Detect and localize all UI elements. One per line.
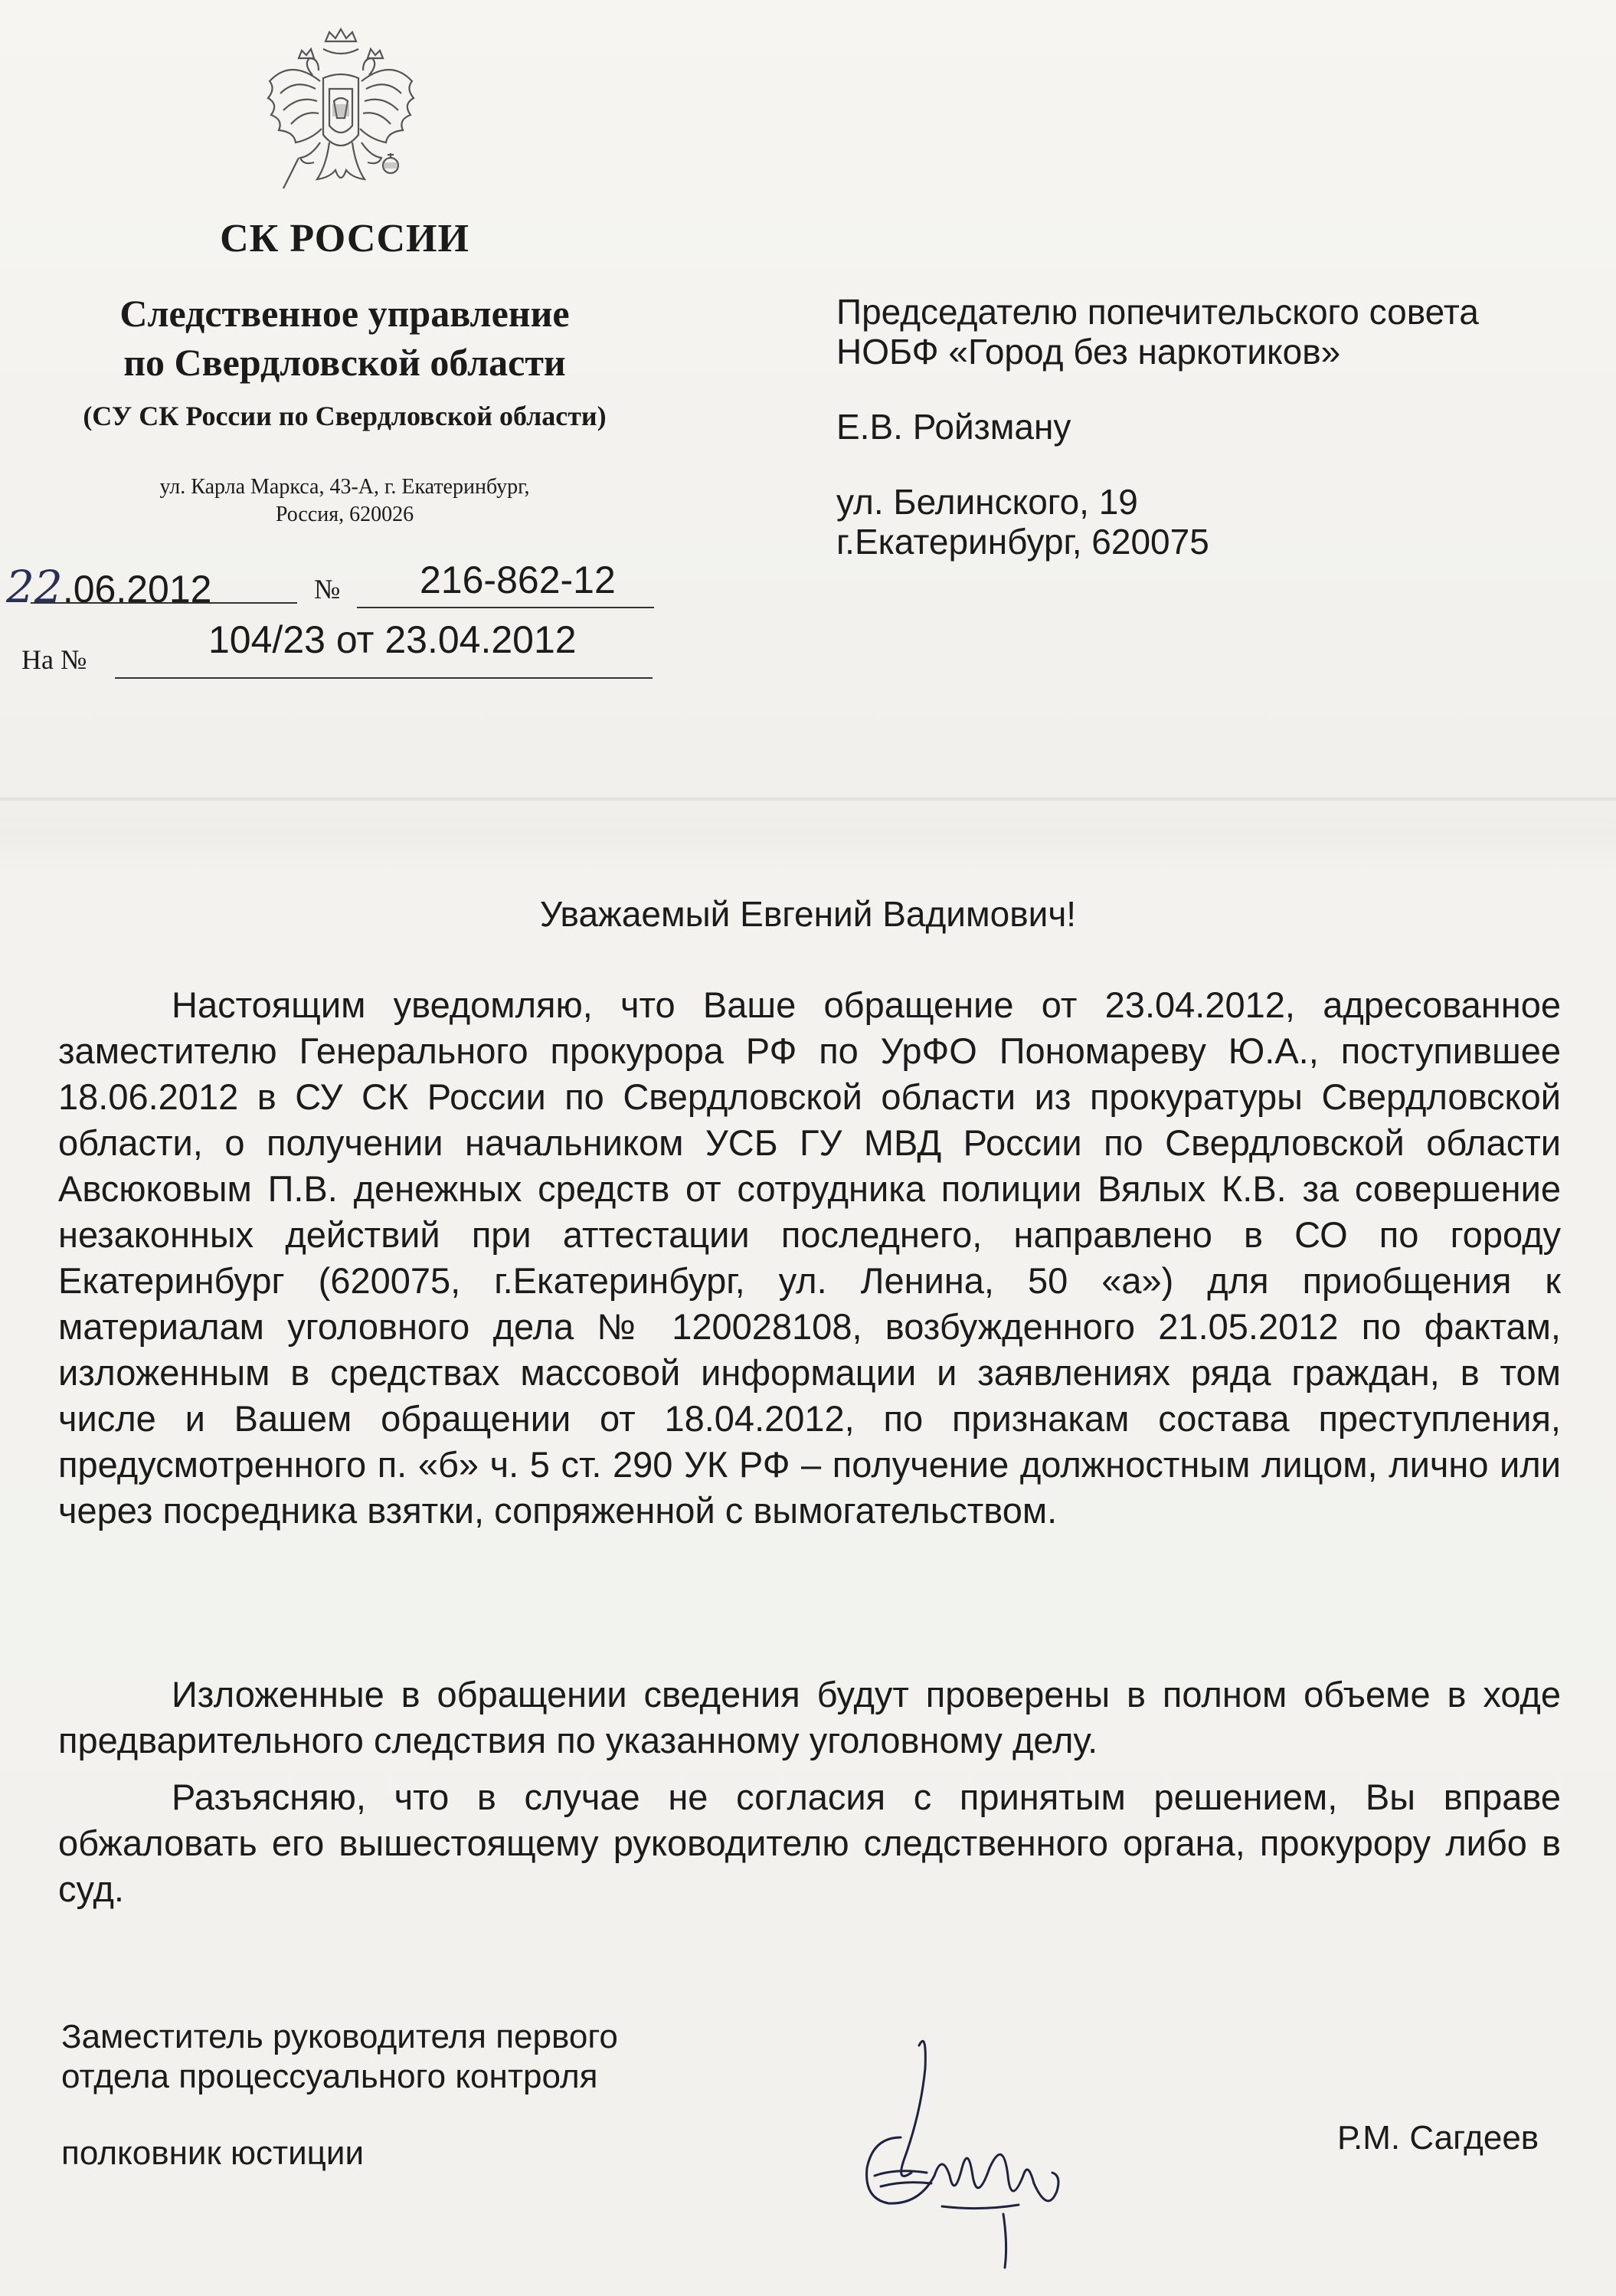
signer-title-line1: Заместитель руководителя первого	[61, 2018, 618, 2055]
addressee-city: г.Екатеринбург, 620075	[836, 522, 1209, 562]
org-address-line1: ул. Карла Маркса, 43-А, г. Екатеринбург,	[159, 475, 530, 499]
org-address-line2: Россия, 620026	[275, 503, 414, 526]
paragraph-3-text: Разъясняю, что в случае не согласия с принятым решением, Вы вправе обжаловать его вышестоящему руководителю следственного органа, прокурору либо в суд.	[58, 1777, 1561, 1909]
paragraph-1-text: Настоящим уведомляю, что Ваше обращение от 23.04.2012, адресованное заместителю Генерального прокурора РФ по УрФО Пономареву Ю.А., поступившее 18.06.2012 в СУ СК России по Свердловской области из прокуратуры Свердловской области, о получении начальником УСБ ГУ МВД России по Свердловской области Авсюковым П.В. денежных средств от сотрудника полиции Вялых К.В. за совершение незаконных действий при аттестации последнего, направлено в СО по городу Екатеринбург (620075, г.Екатеринбург, ул. Ленина, 50 «а») для приобщения к материалам уголовного дела № 120028108, возбужденного 21.05.2012 по фактам, изложенным в средствах массовой информации и заявлениях ряда граждан, в том числе и Вашем обращении от 18.04.2012, по признакам состава преступления, предусмотренного п. «б» ч. 5 ст. 290 УК РФ – получение должностным лицом, лично или через посредника взятки, сопряженной с вымогательством.	[58, 984, 1561, 1531]
org-name-line1: Следственное управление	[119, 292, 570, 335]
paragraph-2-text: Изложенные в обращении сведения будут проверены в полном объеме в ходе предварительного следствия по указанному уголовному делу.	[58, 1674, 1561, 1760]
signer-rank: полковник юстиции	[61, 2134, 365, 2172]
outgoing-number: 216-862-12	[420, 558, 616, 601]
reply-to-value: 104/23 от 23.04.2012	[208, 618, 577, 661]
org-name-line2: по Свердловской области	[123, 341, 566, 384]
greeting: Уважаемый Евгений Вадимович!	[539, 894, 1077, 934]
handwritten-day: 22	[6, 561, 63, 613]
number-underline	[357, 607, 654, 608]
paragraph-3	[58, 1774, 1561, 1912]
org-abbreviation: (СУ СК России по Свердловской области)	[83, 401, 607, 431]
reply-underline	[115, 677, 653, 679]
number-sign: №	[314, 574, 341, 604]
addressee-position-line1: Председателю попечительского совета	[836, 292, 1479, 332]
paper-fold	[0, 797, 1616, 801]
addressee-street: ул. Белинского, 19	[836, 482, 1138, 522]
date-underline	[31, 602, 297, 604]
paragraph-2	[58, 1672, 1561, 1764]
outgoing-date	[6, 561, 211, 613]
reply-to-label: На №	[21, 644, 87, 675]
addressee-name: Е.В. Ройзману	[836, 407, 1071, 447]
paragraph-1	[58, 982, 1561, 1534]
addressee-position-line2: НОБФ «Город без наркотиков»	[836, 332, 1341, 372]
org-short-name: СК РОССИИ	[220, 217, 469, 260]
signer-name: Р.М. Сагдеев	[1337, 2119, 1539, 2157]
handwritten-signature	[827, 2023, 1088, 2275]
coat-of-arms-emblem	[253, 28, 429, 211]
printed-date: .06.2012	[62, 568, 212, 611]
signer-title-line2: отдела процессуального контроля	[61, 2058, 598, 2095]
